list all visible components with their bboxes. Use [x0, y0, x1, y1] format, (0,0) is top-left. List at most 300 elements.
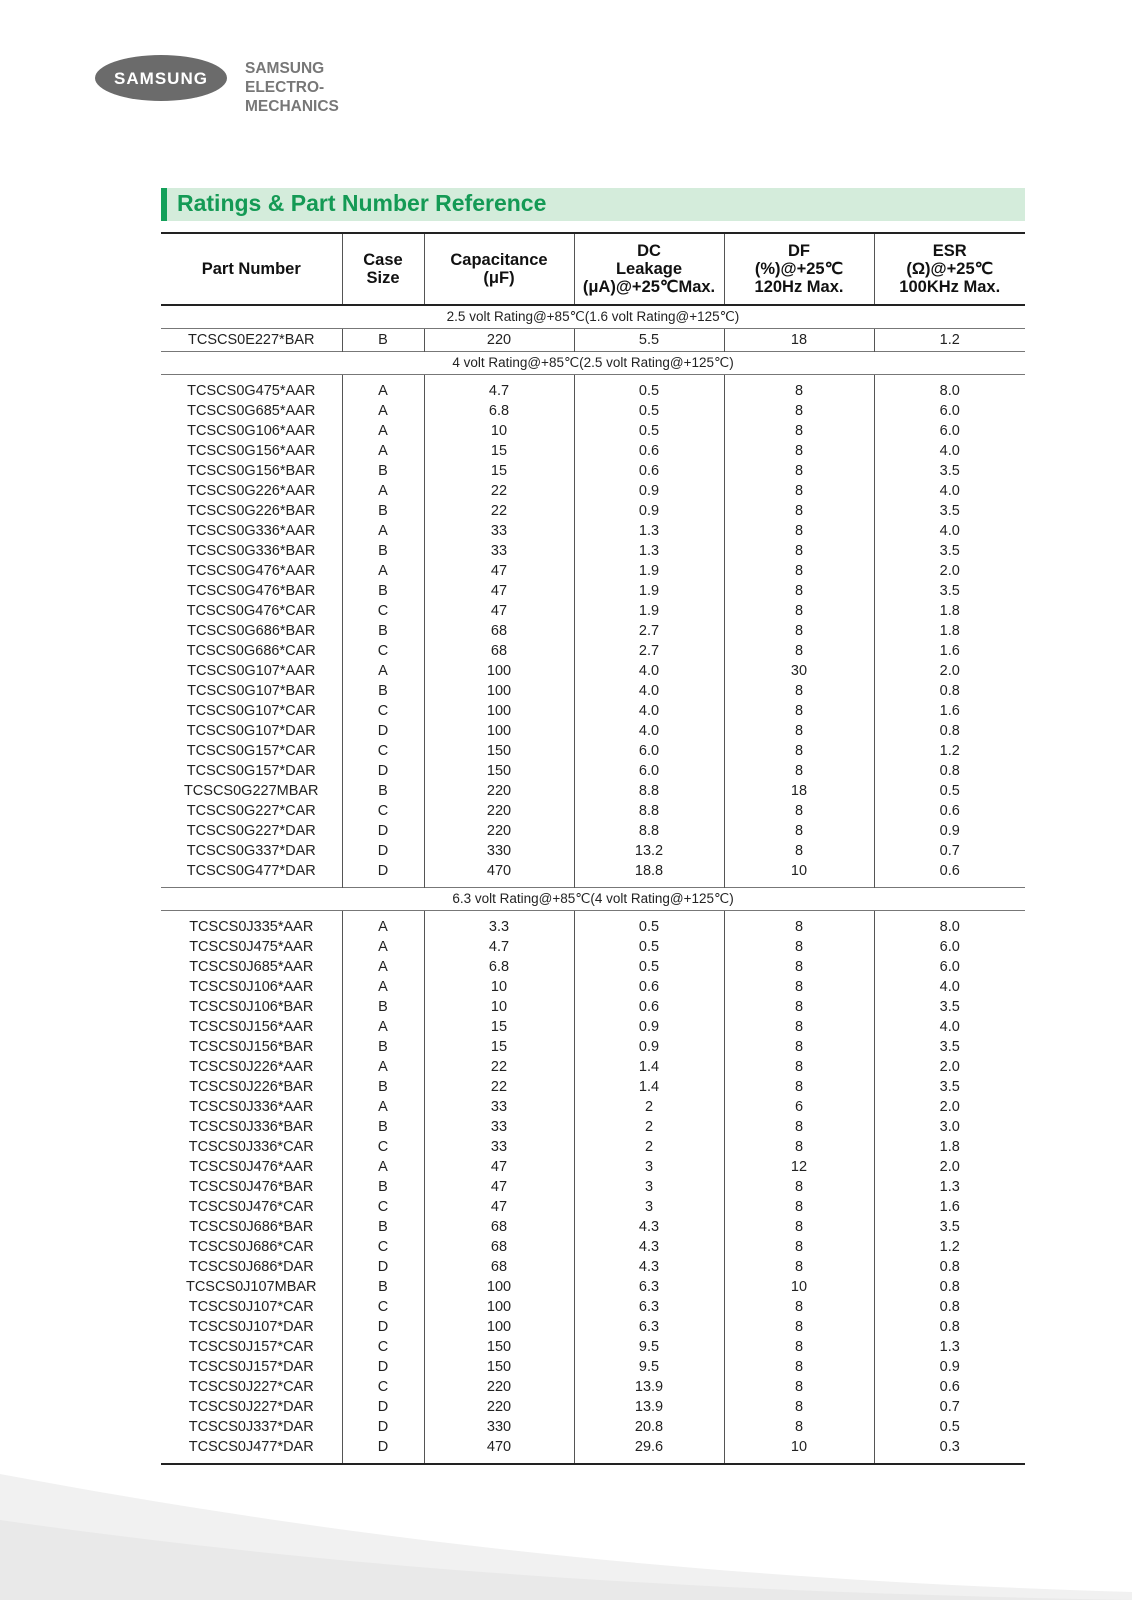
cell-dc-leakage: 3	[574, 1197, 724, 1217]
cell-dc-leakage: 4.3	[574, 1237, 724, 1257]
cell-case-size: C	[342, 741, 424, 761]
cell-case-size: C	[342, 1337, 424, 1357]
cell-part-number: TCSCS0J226*AAR	[189, 1059, 314, 1075]
cell-df: 8	[724, 821, 874, 841]
cell-df: 8	[724, 1137, 874, 1157]
cell-dc-leakage: 0.9	[574, 501, 724, 521]
table-row	[161, 741, 1025, 761]
cell-dc-leakage: 2	[574, 1117, 724, 1137]
cell-dc-leakage: 0.5	[574, 381, 724, 401]
header-esr	[874, 233, 1025, 305]
table-row	[161, 761, 1025, 781]
cell-df: 10	[724, 1437, 874, 1457]
cell-case-size: B	[342, 581, 424, 601]
cell-esr: 4.0	[874, 1017, 1025, 1037]
table-header-row	[161, 233, 1025, 305]
cell-df: 12	[724, 1157, 874, 1177]
cell-capacitance: 100	[424, 1277, 574, 1297]
cell-esr: 1.2	[874, 1237, 1025, 1257]
cell-esr: 0.7	[874, 1397, 1025, 1417]
cell-capacitance: 33	[424, 541, 574, 561]
cell-part-number: TCSCS0J336*AAR	[189, 1099, 314, 1115]
cell-esr: 0.7	[874, 841, 1025, 861]
cell-case-size: D	[342, 1357, 424, 1377]
cell-part-number: TCSCS0G157*CAR	[186, 743, 316, 759]
table-row	[161, 521, 1025, 541]
cell-case-size: C	[342, 1197, 424, 1217]
cell-esr: 1.6	[874, 1197, 1025, 1217]
table-row	[161, 561, 1025, 581]
cell-case-size: B	[342, 781, 424, 801]
header-dc-leakage-line: (μA)@+25℃Max.	[582, 278, 716, 296]
table-row	[161, 1157, 1025, 1177]
cell-df: 6	[724, 1097, 874, 1117]
cell-esr: 1.8	[874, 601, 1025, 621]
cell-capacitance: 68	[424, 621, 574, 641]
header-esr-line: 100KHz Max.	[899, 278, 1001, 296]
cell-capacitance: 6.8	[424, 401, 574, 421]
cell-part-number: TCSCS0G107*DAR	[186, 723, 316, 739]
cell-dc-leakage: 13.2	[574, 841, 724, 861]
cell-case-size: A	[342, 481, 424, 501]
cell-df: 8	[724, 641, 874, 661]
table-row	[161, 1037, 1025, 1057]
header-esr-line: (Ω)@+25℃	[906, 260, 994, 278]
cell-df: 10	[724, 861, 874, 881]
cell-dc-leakage: 4.3	[574, 1257, 724, 1277]
table-body	[161, 305, 1025, 1464]
cell-case-size: D	[342, 1257, 424, 1277]
cell-esr: 0.3	[874, 1437, 1025, 1457]
table-row	[161, 781, 1025, 801]
cell-capacitance: 47	[424, 1177, 574, 1197]
cell-capacitance: 100	[424, 701, 574, 721]
cell-df: 8	[724, 997, 874, 1017]
cell-capacitance: 4.7	[424, 381, 574, 401]
cell-capacitance: 15	[424, 1037, 574, 1057]
cell-esr: 4.0	[874, 521, 1025, 541]
cell-esr: 2.0	[874, 1157, 1025, 1177]
cell-case-size: A	[342, 1017, 424, 1037]
table-row	[161, 441, 1025, 461]
cell-case-size: D	[342, 721, 424, 741]
cell-capacitance: 15	[424, 461, 574, 481]
cell-esr: 1.6	[874, 641, 1025, 661]
section-header	[161, 188, 1025, 221]
cell-part-number: TCSCS0J477*DAR	[188, 1439, 314, 1455]
cell-df: 8	[724, 1177, 874, 1197]
cell-part-number: TCSCS0J476*CAR	[188, 1199, 314, 1215]
ratings-table	[161, 232, 1025, 1465]
header-esr-line: ESR	[932, 242, 967, 260]
table-row	[161, 1197, 1025, 1217]
cell-capacitance: 220	[424, 1397, 574, 1417]
cell-capacitance: 68	[424, 1237, 574, 1257]
cell-case-size: C	[342, 641, 424, 661]
cell-part-number: TCSCS0G227MBAR	[183, 783, 319, 799]
cell-df: 18	[724, 329, 874, 352]
cell-dc-leakage: 1.9	[574, 581, 724, 601]
header-part-number-line: Part Number	[201, 260, 301, 278]
cell-df: 8	[724, 681, 874, 701]
table-row	[161, 501, 1025, 521]
cell-df: 8	[724, 1197, 874, 1217]
cell-df: 8	[724, 1317, 874, 1337]
cell-dc-leakage: 0.5	[574, 957, 724, 977]
table-row	[161, 1297, 1025, 1317]
cell-esr: 6.0	[874, 421, 1025, 441]
cell-case-size: A	[342, 401, 424, 421]
decorative-swoosh	[0, 1460, 1132, 1600]
header-case-size-line: Size	[366, 269, 400, 287]
cell-case-size: A	[342, 1097, 424, 1117]
cell-esr: 0.8	[874, 761, 1025, 781]
cell-df: 8	[724, 1037, 874, 1057]
cell-part-number: TCSCS0J227*DAR	[188, 1399, 314, 1415]
cell-df: 8	[724, 601, 874, 621]
cell-part-number: TCSCS0G107*BAR	[187, 683, 316, 699]
cell-capacitance: 68	[424, 1217, 574, 1237]
cell-df: 8	[724, 501, 874, 521]
cell-part-number: TCSCS0J337*DAR	[188, 1419, 314, 1435]
cell-case-size: A	[342, 937, 424, 957]
cell-dc-leakage: 4.0	[574, 721, 724, 741]
cell-part-number: TCSCS0J476*BAR	[189, 1179, 314, 1195]
cell-df: 8	[724, 761, 874, 781]
cell-capacitance: 22	[424, 481, 574, 501]
cell-capacitance: 220	[424, 821, 574, 841]
cell-capacitance: 330	[424, 841, 574, 861]
rating-group-label: 4 volt Rating@+85℃(2.5 volt Rating@+125℃)	[161, 352, 1025, 375]
table-row	[161, 1137, 1025, 1157]
cell-esr: 0.8	[874, 1277, 1025, 1297]
cell-part-number: TCSCS0J685*AAR	[189, 959, 314, 975]
header-case-size	[342, 233, 424, 305]
cell-capacitance: 22	[424, 1077, 574, 1097]
cell-case-size: D	[342, 1417, 424, 1437]
cell-esr: 3.5	[874, 581, 1025, 601]
cell-dc-leakage: 6.3	[574, 1297, 724, 1317]
table-row	[161, 1117, 1025, 1137]
cell-esr: 0.6	[874, 861, 1025, 881]
cell-df: 30	[724, 661, 874, 681]
cell-capacitance: 100	[424, 661, 574, 681]
cell-case-size: D	[342, 761, 424, 781]
table-row	[161, 937, 1025, 957]
cell-case-size: C	[342, 701, 424, 721]
cell-part-number: TCSCS0G686*CAR	[186, 643, 316, 659]
cell-capacitance: 150	[424, 741, 574, 761]
cell-esr: 3.5	[874, 1217, 1025, 1237]
cell-esr: 8.0	[874, 917, 1025, 937]
cell-esr: 8.0	[874, 381, 1025, 401]
cell-dc-leakage: 3	[574, 1157, 724, 1177]
cell-case-size: C	[342, 1137, 424, 1157]
rating-group-row	[161, 352, 1025, 375]
cell-dc-leakage: 20.8	[574, 1417, 724, 1437]
table-row	[161, 801, 1025, 821]
cell-case-size: A	[342, 957, 424, 977]
company-name	[245, 59, 339, 116]
table-row	[161, 1017, 1025, 1037]
cell-part-number: TCSCS0G107*AAR	[187, 663, 316, 679]
cell-capacitance: 150	[424, 1357, 574, 1377]
table-row	[161, 661, 1025, 681]
table-row	[161, 641, 1025, 661]
cell-esr: 0.8	[874, 1297, 1025, 1317]
cell-part-number: TCSCS0G336*BAR	[187, 543, 316, 559]
cell-case-size: B	[342, 681, 424, 701]
table-row	[161, 821, 1025, 841]
cell-capacitance: 47	[424, 1157, 574, 1177]
table-row	[161, 701, 1025, 721]
cell-case-size: D	[342, 821, 424, 841]
cell-case-size: C	[342, 801, 424, 821]
cell-dc-leakage: 6.0	[574, 741, 724, 761]
cell-df: 8	[724, 841, 874, 861]
cell-dc-leakage: 0.6	[574, 977, 724, 997]
table-row	[161, 329, 1025, 352]
cell-part-number: TCSCS0J107*DAR	[188, 1319, 314, 1335]
cell-case-size: A	[342, 1057, 424, 1077]
table-row	[161, 621, 1025, 641]
cell-dc-leakage: 13.9	[574, 1377, 724, 1397]
rating-group-row	[161, 888, 1025, 911]
cell-esr: 0.6	[874, 801, 1025, 821]
cell-df: 8	[724, 381, 874, 401]
table-row	[161, 381, 1025, 401]
table-row	[161, 1057, 1025, 1077]
table-row	[161, 957, 1025, 977]
company-line-1: SAMSUNG	[245, 60, 325, 77]
cell-df: 8	[724, 401, 874, 421]
cell-part-number: TCSCS0G476*BAR	[187, 583, 316, 599]
cell-df: 8	[724, 1017, 874, 1037]
header-df-line: DF	[788, 242, 810, 260]
cell-dc-leakage: 1.9	[574, 561, 724, 581]
cell-part-number: TCSCS0J157*DAR	[188, 1359, 314, 1375]
cell-dc-leakage: 0.6	[574, 441, 724, 461]
cell-capacitance: 33	[424, 1137, 574, 1157]
cell-case-size: A	[342, 441, 424, 461]
cell-esr: 1.6	[874, 701, 1025, 721]
cell-part-number: TCSCS0J157*CAR	[188, 1339, 314, 1355]
cell-part-number: TCSCS0G227*CAR	[186, 803, 316, 819]
table-row	[161, 421, 1025, 441]
cell-case-size: C	[342, 1237, 424, 1257]
logo-text: SAMSUNG	[114, 69, 208, 88]
cell-capacitance: 220	[424, 801, 574, 821]
table-row	[161, 721, 1025, 741]
cell-esr: 0.8	[874, 681, 1025, 701]
cell-esr: 6.0	[874, 401, 1025, 421]
cell-df: 8	[724, 937, 874, 957]
header-dc-leakage-line: Leakage	[615, 260, 683, 278]
cell-df: 8	[724, 1377, 874, 1397]
table-row	[161, 681, 1025, 701]
table-row	[161, 481, 1025, 501]
header-capacitance-line: (μF)	[483, 269, 515, 287]
table-row	[161, 1357, 1025, 1377]
header-capacitance-line: Capacitance	[450, 251, 548, 269]
cell-df: 8	[724, 1237, 874, 1257]
cell-esr: 3.5	[874, 461, 1025, 481]
table-row	[161, 1377, 1025, 1397]
cell-dc-leakage: 2.7	[574, 621, 724, 641]
cell-df: 8	[724, 1417, 874, 1437]
table-row	[161, 1237, 1025, 1257]
cell-case-size: D	[342, 861, 424, 881]
cell-df: 10	[724, 1277, 874, 1297]
cell-df: 8	[724, 461, 874, 481]
cell-dc-leakage: 9.5	[574, 1357, 724, 1377]
cell-esr: 0.8	[874, 1257, 1025, 1277]
cell-esr: 1.2	[874, 741, 1025, 761]
cell-part-number: TCSCS0G477*DAR	[186, 863, 316, 879]
cell-dc-leakage: 0.5	[574, 401, 724, 421]
cell-part-number: TCSCS0G476*CAR	[186, 603, 316, 619]
cell-esr: 4.0	[874, 441, 1025, 461]
cell-capacitance: 22	[424, 501, 574, 521]
header-capacitance	[424, 233, 574, 305]
table-row	[161, 841, 1025, 861]
table-row	[161, 541, 1025, 561]
cell-df: 8	[724, 1397, 874, 1417]
cell-esr: 1.8	[874, 621, 1025, 641]
cell-dc-leakage: 9.5	[574, 1337, 724, 1357]
cell-capacitance: 470	[424, 1437, 574, 1457]
table-row	[161, 581, 1025, 601]
cell-case-size: A	[342, 1157, 424, 1177]
rating-group-label: 2.5 volt Rating@+85℃(1.6 volt Rating@+125℃)	[161, 305, 1025, 329]
cell-part-number: TCSCS0J227*CAR	[188, 1379, 314, 1395]
cell-dc-leakage: 8.8	[574, 821, 724, 841]
cell-case-size: A	[342, 917, 424, 937]
cell-case-size: B	[342, 1217, 424, 1237]
cell-df: 8	[724, 977, 874, 997]
cell-case-size: A	[342, 381, 424, 401]
cell-df: 8	[724, 621, 874, 641]
cell-case-size: A	[342, 661, 424, 681]
cell-dc-leakage: 6.3	[574, 1277, 724, 1297]
cell-case-size: D	[342, 1317, 424, 1337]
cell-capacitance: 47	[424, 601, 574, 621]
table-row	[161, 1437, 1025, 1457]
header-dc-leakage	[574, 233, 724, 305]
cell-case-size: B	[342, 1177, 424, 1197]
cell-part-number: TCSCS0J686*BAR	[189, 1219, 314, 1235]
cell-part-number: TCSCS0J336*BAR	[189, 1119, 314, 1135]
cell-capacitance: 150	[424, 761, 574, 781]
cell-case-size: B	[342, 461, 424, 481]
cell-df: 8	[724, 801, 874, 821]
cell-dc-leakage: 0.9	[574, 1017, 724, 1037]
table-row	[161, 977, 1025, 997]
cell-case-size: B	[342, 541, 424, 561]
cell-esr: 6.0	[874, 957, 1025, 977]
table-row	[161, 1277, 1025, 1297]
cell-df: 8	[724, 521, 874, 541]
cell-df: 8	[724, 421, 874, 441]
cell-esr: 6.0	[874, 937, 1025, 957]
cell-esr: 4.0	[874, 977, 1025, 997]
cell-dc-leakage: 1.4	[574, 1077, 724, 1097]
table-row	[161, 401, 1025, 421]
cell-esr: 2.0	[874, 661, 1025, 681]
cell-df: 8	[724, 1297, 874, 1317]
cell-case-size: B	[342, 1077, 424, 1097]
company-line-2: ELECTRO-MECHANICS	[245, 79, 339, 115]
cell-dc-leakage: 0.5	[574, 421, 724, 441]
section-title: Ratings & Part Number Reference	[177, 190, 547, 216]
cell-capacitance: 15	[424, 1017, 574, 1037]
cell-df: 8	[724, 917, 874, 937]
cell-dc-leakage: 3	[574, 1177, 724, 1197]
cell-case-size: A	[342, 521, 424, 541]
cell-capacitance: 220	[424, 1377, 574, 1397]
cell-esr: 0.8	[874, 1317, 1025, 1337]
table-row	[161, 1177, 1025, 1197]
header-part-number	[161, 233, 342, 305]
cell-df: 8	[724, 957, 874, 977]
cell-df: 8	[724, 561, 874, 581]
cell-case-size: B	[342, 501, 424, 521]
header-df-line: 120Hz Max.	[754, 278, 844, 296]
table-row	[161, 1077, 1025, 1097]
cell-dc-leakage: 8.8	[574, 781, 724, 801]
cell-part-number: TCSCS0J686*DAR	[188, 1259, 314, 1275]
table-row	[161, 1317, 1025, 1337]
cell-dc-leakage: 6.0	[574, 761, 724, 781]
cell-case-size: B	[342, 621, 424, 641]
cell-df: 8	[724, 581, 874, 601]
cell-capacitance: 100	[424, 1317, 574, 1337]
table-row	[161, 917, 1025, 937]
cell-capacitance: 33	[424, 521, 574, 541]
cell-capacitance: 330	[424, 1417, 574, 1437]
table-row	[161, 861, 1025, 881]
cell-df: 8	[724, 1337, 874, 1357]
cell-part-number: TCSCS0J106*BAR	[189, 999, 314, 1015]
cell-df: 8	[724, 1357, 874, 1377]
cell-part-number: TCSCS0G157*DAR	[186, 763, 316, 779]
cell-part-number: TCSCS0G226*AAR	[187, 483, 316, 499]
rating-group-label: 6.3 volt Rating@+85℃(4 volt Rating@+125℃)	[161, 888, 1025, 911]
cell-dc-leakage: 4.0	[574, 701, 724, 721]
cell-dc-leakage: 0.6	[574, 997, 724, 1017]
cell-capacitance: 6.8	[424, 957, 574, 977]
table-row	[161, 1397, 1025, 1417]
cell-df: 8	[724, 441, 874, 461]
cell-esr: 1.2	[874, 329, 1025, 352]
cell-part-number: TCSCS0J475*AAR	[189, 939, 314, 955]
cell-esr: 1.3	[874, 1337, 1025, 1357]
cell-df: 8	[724, 721, 874, 741]
cell-part-number: TCSCS0G227*DAR	[186, 823, 316, 839]
cell-df: 8	[724, 481, 874, 501]
cell-dc-leakage: 6.3	[574, 1317, 724, 1337]
cell-case-size: D	[342, 1437, 424, 1457]
cell-part-number: TCSCS0G156*BAR	[187, 463, 316, 479]
cell-part-number: TCSCS0G106*AAR	[187, 423, 316, 439]
cell-case-size: A	[342, 421, 424, 441]
cell-part-number: TCSCS0E227*BAR	[187, 332, 315, 348]
cell-part-number: TCSCS0J156*AAR	[189, 1019, 314, 1035]
cell-esr: 3.5	[874, 501, 1025, 521]
cell-esr: 2.0	[874, 1097, 1025, 1117]
cell-capacitance: 220	[424, 781, 574, 801]
rating-group-row	[161, 305, 1025, 329]
